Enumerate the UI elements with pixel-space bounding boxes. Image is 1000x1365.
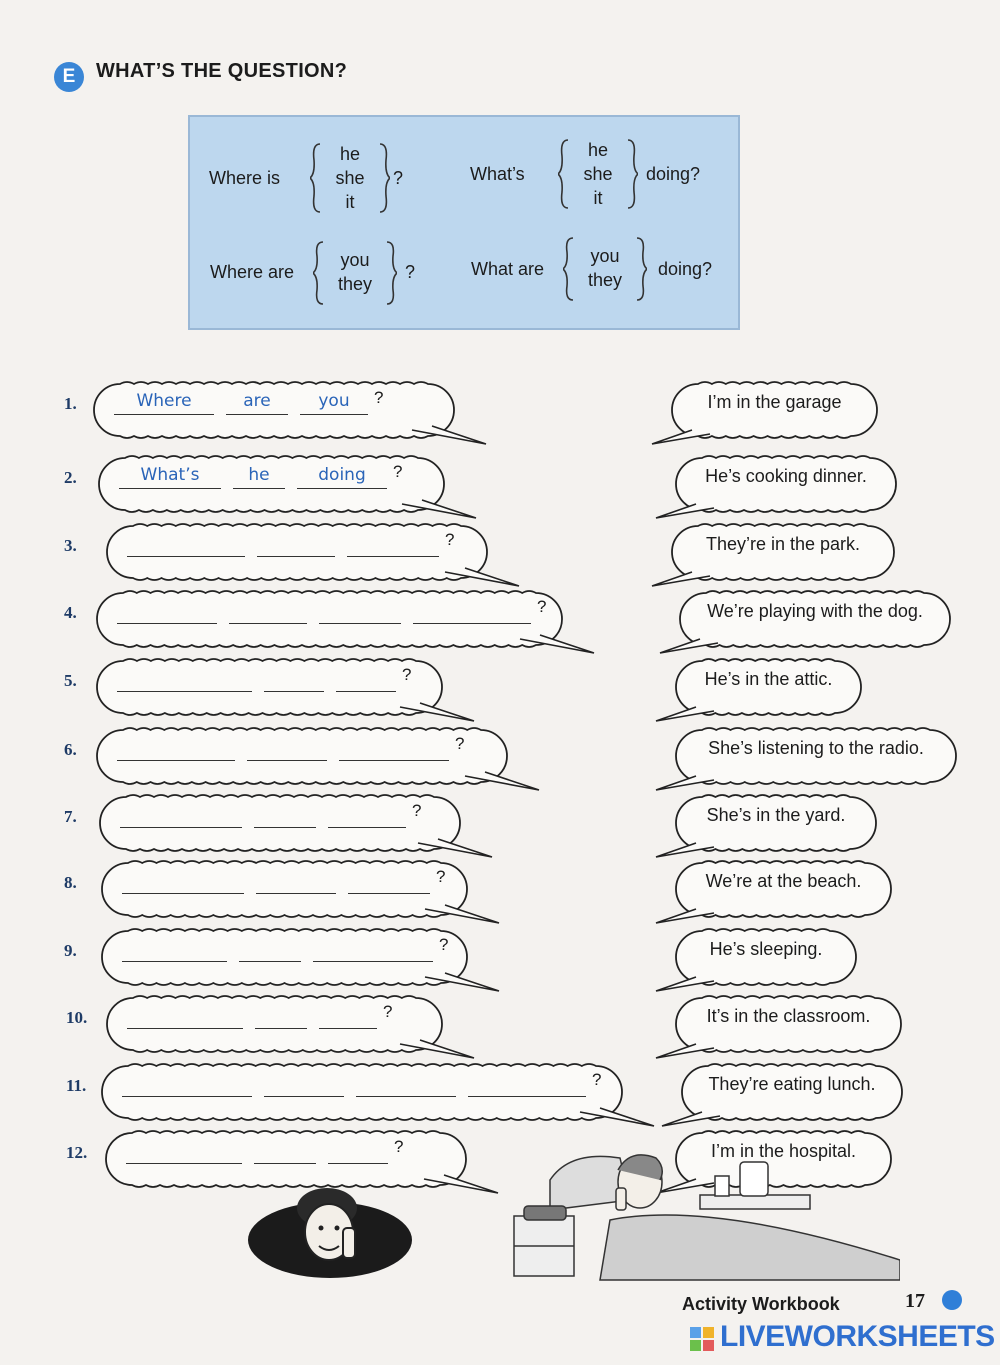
answer-text: We’re at the beach. bbox=[705, 871, 862, 891]
exercise-number: 1. bbox=[64, 394, 77, 413]
exercise-number: 7. bbox=[64, 807, 77, 826]
answer-blank[interactable] bbox=[356, 1072, 456, 1097]
pronoun-it: it bbox=[345, 192, 355, 212]
grammar-lead-what-are: What are bbox=[471, 259, 545, 279]
pronoun-she: she bbox=[335, 168, 365, 188]
answer-blank[interactable] bbox=[122, 869, 244, 894]
question-mark: ? bbox=[445, 530, 455, 549]
answer-blank[interactable] bbox=[328, 1139, 388, 1164]
exercise-number: 12. bbox=[66, 1143, 88, 1162]
answer-blank[interactable] bbox=[247, 736, 327, 761]
answer-blank[interactable] bbox=[336, 667, 396, 692]
answer-blank[interactable] bbox=[255, 1004, 307, 1029]
answer-blank[interactable]: doing bbox=[297, 464, 387, 489]
pronoun-she: she bbox=[583, 164, 613, 184]
question-mark: ? bbox=[537, 597, 547, 616]
answer-text: She’s in the yard. bbox=[706, 805, 846, 825]
answer-blank[interactable] bbox=[126, 1139, 242, 1164]
answer-blank[interactable] bbox=[339, 736, 449, 761]
book-title: Activity Workbook bbox=[682, 1294, 840, 1314]
exercise-number: 5. bbox=[64, 671, 77, 690]
grammar-pronoun-stack bbox=[573, 138, 623, 210]
answer-text: He’s in the attic. bbox=[704, 669, 833, 689]
question-mark: ? bbox=[455, 734, 465, 753]
exercise-number: 4. bbox=[64, 603, 77, 622]
answer-blank[interactable] bbox=[117, 736, 235, 761]
answer-blank[interactable] bbox=[254, 803, 316, 828]
liveworksheets-logo-icon bbox=[690, 1327, 716, 1353]
pronoun-they: they bbox=[587, 270, 623, 290]
answer-blank[interactable] bbox=[348, 869, 430, 894]
answer-text: She’s listening to the radio. bbox=[708, 738, 924, 758]
pronoun-it: it bbox=[593, 188, 603, 208]
question-mark: ? bbox=[412, 801, 422, 820]
pronoun-he: he bbox=[587, 140, 609, 160]
grammar-qmark: ? bbox=[393, 168, 404, 188]
answer-text: It’s in the classroom. bbox=[706, 1006, 871, 1026]
grammar-lead-whats: What’s bbox=[470, 164, 525, 184]
exercise-number: 6. bbox=[64, 740, 77, 759]
pronoun-he: he bbox=[339, 144, 361, 164]
answer-text: I’m in the hospital. bbox=[710, 1141, 857, 1161]
answer-blank[interactable] bbox=[127, 532, 245, 557]
answer-blank[interactable] bbox=[229, 599, 307, 624]
section-badge: E bbox=[54, 62, 84, 92]
answer-text: We’re playing with the dog. bbox=[707, 601, 923, 621]
answer-blank[interactable]: you bbox=[300, 390, 368, 415]
answer-text: They’re in the park. bbox=[705, 534, 861, 554]
exercise-number: 11. bbox=[66, 1076, 87, 1095]
pronoun-you: you bbox=[590, 246, 620, 266]
answer-blank[interactable] bbox=[254, 1139, 316, 1164]
answer-blank[interactable] bbox=[127, 1004, 243, 1029]
answer-blank[interactable] bbox=[120, 803, 242, 828]
answer-blank[interactable] bbox=[468, 1072, 586, 1097]
answer-blank[interactable] bbox=[313, 937, 433, 962]
answer-blank[interactable] bbox=[328, 803, 406, 828]
question-mark: ? bbox=[374, 388, 384, 407]
exercise-number: 9. bbox=[64, 941, 77, 960]
question-mark: ? bbox=[394, 1137, 404, 1156]
answer-blank[interactable] bbox=[239, 937, 301, 962]
answer-text: He’s cooking dinner. bbox=[705, 466, 867, 486]
answer-blank[interactable] bbox=[256, 869, 336, 894]
page-number: 17 bbox=[905, 1290, 925, 1312]
answer-blank[interactable] bbox=[413, 599, 531, 624]
answer-blank[interactable] bbox=[117, 667, 252, 692]
pronoun-they: they bbox=[337, 274, 373, 294]
exercise-number: 10. bbox=[66, 1008, 88, 1027]
question-mark: ? bbox=[402, 665, 412, 684]
answer-blank[interactable]: are bbox=[226, 390, 288, 415]
answer-blank[interactable] bbox=[257, 532, 335, 557]
answer-blank[interactable] bbox=[122, 1072, 252, 1097]
grammar-pronoun-stack bbox=[328, 248, 382, 296]
answer-text: They’re eating lunch. bbox=[708, 1074, 876, 1094]
pronoun-you: you bbox=[340, 250, 370, 270]
answer-blank[interactable] bbox=[122, 937, 227, 962]
grammar-box bbox=[188, 115, 740, 330]
answer-blank[interactable] bbox=[264, 667, 324, 692]
question-mark: ? bbox=[436, 867, 446, 886]
answer-blank[interactable] bbox=[319, 599, 401, 624]
answer-blank[interactable]: he bbox=[233, 464, 285, 489]
question-mark: ? bbox=[393, 462, 403, 481]
answer-blank[interactable] bbox=[319, 1004, 377, 1029]
grammar-qmark: ? bbox=[405, 262, 416, 282]
hospital-bed-illustration bbox=[510, 1140, 900, 1285]
section-title: WHAT’S THE QUESTION? bbox=[96, 60, 348, 82]
man-on-phone-illustration bbox=[245, 1170, 415, 1280]
answer-blank[interactable]: Where bbox=[114, 390, 214, 415]
exercise-number: 8. bbox=[64, 873, 77, 892]
answer-text: I’m in the garage bbox=[707, 392, 842, 412]
question-mark: ? bbox=[383, 1002, 393, 1021]
answer-blank[interactable] bbox=[347, 532, 439, 557]
liveworksheets-logo: LIVEWORKSHEETS bbox=[720, 1320, 995, 1353]
page-dot-icon bbox=[942, 1290, 962, 1310]
grammar-lead-where-are: Where are bbox=[210, 262, 295, 282]
grammar-doing: doing? bbox=[646, 164, 701, 184]
exercise-number: 3. bbox=[64, 536, 77, 555]
grammar-pronoun-stack bbox=[578, 244, 632, 292]
exercise-number: 2. bbox=[64, 468, 77, 487]
grammar-doing: doing? bbox=[658, 259, 713, 279]
grammar-lead-where-is: Where is bbox=[209, 168, 281, 188]
question-mark: ? bbox=[439, 935, 449, 954]
answer-blank[interactable] bbox=[264, 1072, 344, 1097]
answer-text: He’s sleeping. bbox=[709, 939, 823, 959]
answer-blank[interactable] bbox=[117, 599, 217, 624]
grammar-pronoun-stack bbox=[325, 142, 375, 214]
question-mark: ? bbox=[592, 1070, 602, 1089]
answer-blank[interactable]: What’s bbox=[119, 464, 221, 489]
